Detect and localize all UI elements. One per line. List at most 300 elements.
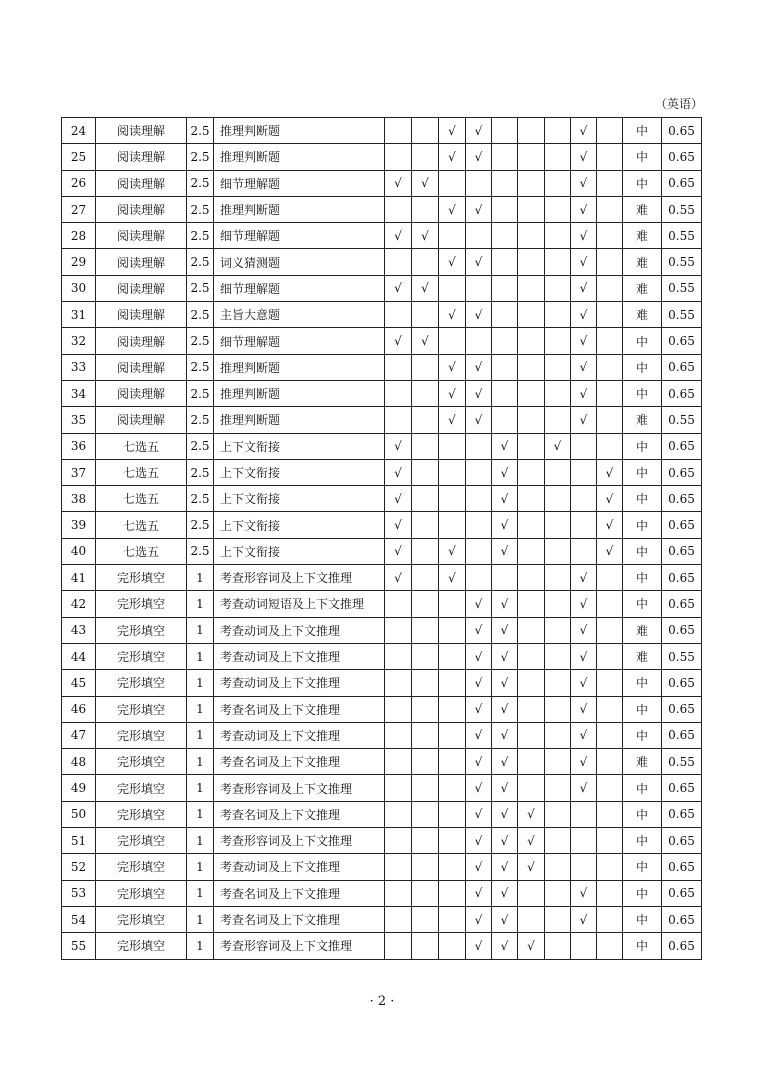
check-cell: √ xyxy=(439,380,466,406)
check-cell: √ xyxy=(518,933,545,959)
question-content: 细节理解题 xyxy=(214,223,385,249)
check-cell xyxy=(466,223,492,249)
check-cell: √ xyxy=(571,302,597,328)
question-content: 考查动词短语及上下文推理 xyxy=(214,591,385,617)
question-content: 考查名词及上下文推理 xyxy=(214,749,385,775)
check-cell xyxy=(545,696,571,722)
check-cell: √ xyxy=(439,538,466,564)
check-cell xyxy=(412,302,439,328)
check-cell xyxy=(412,906,439,932)
question-content: 考查形容词及上下文推理 xyxy=(214,933,385,959)
difficulty-level: 难 xyxy=(623,749,662,775)
question-content: 细节理解题 xyxy=(214,170,385,196)
check-cell: √ xyxy=(571,591,597,617)
difficulty-value: 0.65 xyxy=(662,118,702,144)
question-number: 28 xyxy=(62,223,96,249)
check-cell: √ xyxy=(412,275,439,301)
question-number: 43 xyxy=(62,617,96,643)
check-cell: √ xyxy=(571,144,597,170)
check-cell xyxy=(545,118,571,144)
check-cell xyxy=(597,670,623,696)
question-score: 2.5 xyxy=(187,249,214,275)
check-cell xyxy=(412,880,439,906)
check-cell: √ xyxy=(466,144,492,170)
difficulty-level: 中 xyxy=(623,854,662,880)
check-cell xyxy=(545,828,571,854)
check-cell xyxy=(412,459,439,485)
check-cell: √ xyxy=(385,512,412,538)
difficulty-level: 中 xyxy=(623,433,662,459)
difficulty-value: 0.55 xyxy=(662,275,702,301)
check-cell xyxy=(412,749,439,775)
question-type: 阅读理解 xyxy=(96,223,187,249)
check-cell xyxy=(545,617,571,643)
table-row xyxy=(62,775,702,801)
check-cell xyxy=(545,538,571,564)
check-cell xyxy=(518,118,545,144)
difficulty-value: 0.65 xyxy=(662,433,702,459)
question-content: 考查动词及上下文推理 xyxy=(214,854,385,880)
difficulty-level: 中 xyxy=(623,828,662,854)
question-score: 2.5 xyxy=(187,433,214,459)
check-cell xyxy=(412,380,439,406)
check-cell xyxy=(518,380,545,406)
check-cell xyxy=(385,354,412,380)
table-row xyxy=(62,407,702,433)
difficulty-level: 难 xyxy=(623,196,662,222)
question-number: 50 xyxy=(62,801,96,827)
table-row xyxy=(62,696,702,722)
check-cell: √ xyxy=(466,854,492,880)
table-row xyxy=(62,801,702,827)
table-row xyxy=(62,880,702,906)
question-number: 54 xyxy=(62,906,96,932)
check-cell xyxy=(597,170,623,196)
check-cell xyxy=(597,302,623,328)
difficulty-level: 中 xyxy=(623,144,662,170)
check-cell: √ xyxy=(571,380,597,406)
check-cell xyxy=(385,775,412,801)
check-cell: √ xyxy=(466,380,492,406)
question-number: 39 xyxy=(62,512,96,538)
check-cell: √ xyxy=(466,828,492,854)
question-type: 完形填空 xyxy=(96,801,187,827)
check-cell xyxy=(518,775,545,801)
check-cell xyxy=(597,565,623,591)
check-cell xyxy=(545,801,571,827)
check-cell xyxy=(466,275,492,301)
check-cell xyxy=(597,591,623,617)
check-cell xyxy=(545,380,571,406)
difficulty-value: 0.65 xyxy=(662,933,702,959)
check-cell xyxy=(518,354,545,380)
check-cell xyxy=(545,328,571,354)
check-cell: √ xyxy=(466,670,492,696)
check-cell: √ xyxy=(439,354,466,380)
check-cell xyxy=(439,854,466,880)
check-cell: √ xyxy=(385,538,412,564)
question-number: 52 xyxy=(62,854,96,880)
check-cell xyxy=(545,144,571,170)
question-type: 完形填空 xyxy=(96,775,187,801)
difficulty-level: 难 xyxy=(623,617,662,643)
difficulty-value: 0.65 xyxy=(662,617,702,643)
check-cell xyxy=(518,275,545,301)
check-cell xyxy=(439,828,466,854)
question-type: 完形填空 xyxy=(96,696,187,722)
check-cell xyxy=(597,407,623,433)
check-cell xyxy=(412,512,439,538)
check-cell xyxy=(385,801,412,827)
check-cell: √ xyxy=(466,118,492,144)
check-cell: √ xyxy=(466,880,492,906)
question-score: 2.5 xyxy=(187,354,214,380)
difficulty-value: 0.65 xyxy=(662,670,702,696)
check-cell: √ xyxy=(492,880,518,906)
check-cell xyxy=(412,670,439,696)
question-number: 25 xyxy=(62,144,96,170)
difficulty-value: 0.65 xyxy=(662,512,702,538)
question-score: 2.5 xyxy=(187,196,214,222)
check-cell xyxy=(439,591,466,617)
question-score: 2.5 xyxy=(187,486,214,512)
question-content: 推理判断题 xyxy=(214,144,385,170)
check-cell xyxy=(518,407,545,433)
question-number: 53 xyxy=(62,880,96,906)
check-cell: √ xyxy=(466,196,492,222)
table-row xyxy=(62,486,702,512)
question-score: 1 xyxy=(187,722,214,748)
check-cell xyxy=(518,906,545,932)
question-type: 阅读理解 xyxy=(96,118,187,144)
question-number: 40 xyxy=(62,538,96,564)
question-content: 细节理解题 xyxy=(214,275,385,301)
check-cell xyxy=(385,407,412,433)
check-cell xyxy=(545,565,571,591)
difficulty-value: 0.65 xyxy=(662,828,702,854)
check-cell: √ xyxy=(466,354,492,380)
check-cell: √ xyxy=(466,617,492,643)
check-cell xyxy=(545,722,571,748)
check-cell xyxy=(518,459,545,485)
check-cell xyxy=(518,749,545,775)
check-cell xyxy=(385,933,412,959)
check-cell: √ xyxy=(466,249,492,275)
check-cell xyxy=(412,591,439,617)
difficulty-level: 中 xyxy=(623,933,662,959)
question-number: 49 xyxy=(62,775,96,801)
table-body xyxy=(62,118,702,960)
question-score: 2.5 xyxy=(187,512,214,538)
check-cell xyxy=(439,328,466,354)
check-cell xyxy=(412,486,439,512)
check-cell: √ xyxy=(492,512,518,538)
question-number: 30 xyxy=(62,275,96,301)
check-cell xyxy=(439,933,466,959)
check-cell xyxy=(571,801,597,827)
difficulty-level: 中 xyxy=(623,880,662,906)
question-content: 上下文衔接 xyxy=(214,486,385,512)
question-type: 阅读理解 xyxy=(96,144,187,170)
check-cell xyxy=(439,486,466,512)
difficulty-value: 0.65 xyxy=(662,854,702,880)
question-content: 词义猜测题 xyxy=(214,249,385,275)
question-number: 26 xyxy=(62,170,96,196)
question-score: 1 xyxy=(187,828,214,854)
difficulty-value: 0.65 xyxy=(662,591,702,617)
check-cell xyxy=(412,144,439,170)
check-cell xyxy=(545,933,571,959)
check-cell xyxy=(492,223,518,249)
table-row xyxy=(62,565,702,591)
check-cell: √ xyxy=(571,722,597,748)
check-cell xyxy=(412,828,439,854)
check-cell xyxy=(597,696,623,722)
check-cell xyxy=(385,722,412,748)
question-number: 37 xyxy=(62,459,96,485)
question-number: 55 xyxy=(62,933,96,959)
table-row xyxy=(62,275,702,301)
table-row xyxy=(62,617,702,643)
check-cell xyxy=(385,696,412,722)
question-score: 2.5 xyxy=(187,275,214,301)
check-cell xyxy=(492,302,518,328)
check-cell xyxy=(518,170,545,196)
check-cell: √ xyxy=(571,223,597,249)
difficulty-value: 0.65 xyxy=(662,906,702,932)
check-cell xyxy=(597,275,623,301)
difficulty-value: 0.55 xyxy=(662,249,702,275)
question-type: 七选五 xyxy=(96,512,187,538)
check-cell: √ xyxy=(571,249,597,275)
check-cell xyxy=(412,643,439,669)
check-cell: √ xyxy=(571,670,597,696)
check-cell xyxy=(571,538,597,564)
check-cell: √ xyxy=(492,486,518,512)
question-type: 完形填空 xyxy=(96,565,187,591)
check-cell xyxy=(492,118,518,144)
check-cell xyxy=(545,512,571,538)
check-cell xyxy=(545,354,571,380)
check-cell: √ xyxy=(385,170,412,196)
check-cell: √ xyxy=(466,801,492,827)
check-cell xyxy=(518,538,545,564)
question-score: 1 xyxy=(187,749,214,775)
check-cell xyxy=(571,854,597,880)
check-cell xyxy=(412,565,439,591)
difficulty-level: 难 xyxy=(623,643,662,669)
check-cell xyxy=(518,565,545,591)
question-score: 2.5 xyxy=(187,459,214,485)
check-cell xyxy=(412,407,439,433)
difficulty-level: 中 xyxy=(623,328,662,354)
check-cell xyxy=(571,828,597,854)
check-cell xyxy=(597,880,623,906)
difficulty-value: 0.65 xyxy=(662,486,702,512)
page-number: · 2 · xyxy=(369,994,395,1009)
check-cell xyxy=(385,854,412,880)
check-cell xyxy=(412,775,439,801)
question-number: 47 xyxy=(62,722,96,748)
check-cell xyxy=(492,380,518,406)
table-row xyxy=(62,302,702,328)
table-row xyxy=(62,512,702,538)
check-cell: √ xyxy=(492,749,518,775)
table-row xyxy=(62,538,702,564)
check-cell: √ xyxy=(439,407,466,433)
check-cell xyxy=(545,249,571,275)
question-type: 七选五 xyxy=(96,486,187,512)
question-type: 完形填空 xyxy=(96,749,187,775)
check-cell xyxy=(439,433,466,459)
difficulty-value: 0.65 xyxy=(662,170,702,196)
check-cell xyxy=(466,538,492,564)
check-cell xyxy=(439,223,466,249)
question-type: 完形填空 xyxy=(96,880,187,906)
difficulty-value: 0.55 xyxy=(662,196,702,222)
check-cell xyxy=(412,118,439,144)
difficulty-level: 难 xyxy=(623,223,662,249)
difficulty-level: 中 xyxy=(623,380,662,406)
question-type: 阅读理解 xyxy=(96,196,187,222)
check-cell xyxy=(439,459,466,485)
check-cell xyxy=(545,170,571,196)
difficulty-value: 0.65 xyxy=(662,696,702,722)
check-cell xyxy=(597,775,623,801)
question-type: 七选五 xyxy=(96,538,187,564)
difficulty-value: 0.65 xyxy=(662,328,702,354)
question-number: 29 xyxy=(62,249,96,275)
table-row xyxy=(62,749,702,775)
table-row xyxy=(62,591,702,617)
question-content: 推理判断题 xyxy=(214,354,385,380)
check-cell xyxy=(597,749,623,775)
check-cell xyxy=(385,302,412,328)
check-cell xyxy=(439,643,466,669)
question-number: 46 xyxy=(62,696,96,722)
difficulty-value: 0.65 xyxy=(662,538,702,564)
table-row xyxy=(62,906,702,932)
table-row xyxy=(62,933,702,959)
question-content: 推理判断题 xyxy=(214,196,385,222)
check-cell xyxy=(492,407,518,433)
check-cell: √ xyxy=(571,118,597,144)
question-score: 2.5 xyxy=(187,144,214,170)
check-cell: √ xyxy=(466,643,492,669)
question-content: 主旨大意题 xyxy=(214,302,385,328)
question-number: 45 xyxy=(62,670,96,696)
check-cell xyxy=(597,144,623,170)
question-type: 完形填空 xyxy=(96,670,187,696)
table-row xyxy=(62,354,702,380)
check-cell xyxy=(597,617,623,643)
subject-label: （英语） xyxy=(655,97,704,111)
difficulty-value: 0.65 xyxy=(662,775,702,801)
check-cell xyxy=(385,749,412,775)
question-number: 44 xyxy=(62,643,96,669)
check-cell: √ xyxy=(571,354,597,380)
difficulty-value: 0.55 xyxy=(662,302,702,328)
check-cell xyxy=(412,196,439,222)
difficulty-level: 中 xyxy=(623,170,662,196)
check-cell xyxy=(412,249,439,275)
check-cell xyxy=(466,328,492,354)
check-cell xyxy=(518,670,545,696)
question-type: 完形填空 xyxy=(96,933,187,959)
difficulty-level: 难 xyxy=(623,302,662,328)
check-cell xyxy=(597,722,623,748)
question-number: 24 xyxy=(62,118,96,144)
check-cell: √ xyxy=(492,933,518,959)
check-cell xyxy=(545,486,571,512)
check-cell: √ xyxy=(492,696,518,722)
check-cell: √ xyxy=(597,512,623,538)
check-cell: √ xyxy=(492,591,518,617)
question-type: 阅读理解 xyxy=(96,328,187,354)
table-row xyxy=(62,223,702,249)
check-cell xyxy=(466,433,492,459)
question-type: 阅读理解 xyxy=(96,275,187,301)
check-cell: √ xyxy=(571,749,597,775)
check-cell: √ xyxy=(439,302,466,328)
difficulty-value: 0.65 xyxy=(662,459,702,485)
check-cell: √ xyxy=(571,170,597,196)
check-cell xyxy=(466,512,492,538)
check-cell: √ xyxy=(439,249,466,275)
question-number: 51 xyxy=(62,828,96,854)
check-cell xyxy=(439,880,466,906)
check-cell: √ xyxy=(385,565,412,591)
table-row xyxy=(62,380,702,406)
difficulty-value: 0.65 xyxy=(662,144,702,170)
check-cell xyxy=(412,854,439,880)
question-type: 阅读理解 xyxy=(96,170,187,196)
check-cell: √ xyxy=(492,828,518,854)
check-cell xyxy=(439,906,466,932)
check-cell xyxy=(518,196,545,222)
question-score: 1 xyxy=(187,775,214,801)
check-cell xyxy=(412,617,439,643)
check-cell xyxy=(545,591,571,617)
question-content: 上下文衔接 xyxy=(214,538,385,564)
check-cell xyxy=(466,486,492,512)
check-cell: √ xyxy=(492,433,518,459)
question-score: 1 xyxy=(187,933,214,959)
check-cell xyxy=(597,801,623,827)
check-cell: √ xyxy=(571,696,597,722)
table-row xyxy=(62,433,702,459)
check-cell xyxy=(597,854,623,880)
question-score: 2.5 xyxy=(187,407,214,433)
difficulty-value: 0.55 xyxy=(662,643,702,669)
question-score: 1 xyxy=(187,670,214,696)
question-number: 33 xyxy=(62,354,96,380)
check-cell xyxy=(545,749,571,775)
question-number: 48 xyxy=(62,749,96,775)
check-cell: √ xyxy=(492,722,518,748)
check-cell: √ xyxy=(597,459,623,485)
check-cell xyxy=(412,433,439,459)
check-cell xyxy=(412,933,439,959)
question-type: 阅读理解 xyxy=(96,380,187,406)
check-cell xyxy=(492,170,518,196)
question-score: 2.5 xyxy=(187,118,214,144)
check-cell: √ xyxy=(466,302,492,328)
check-cell xyxy=(518,223,545,249)
check-cell: √ xyxy=(518,828,545,854)
question-number: 31 xyxy=(62,302,96,328)
question-number: 32 xyxy=(62,328,96,354)
